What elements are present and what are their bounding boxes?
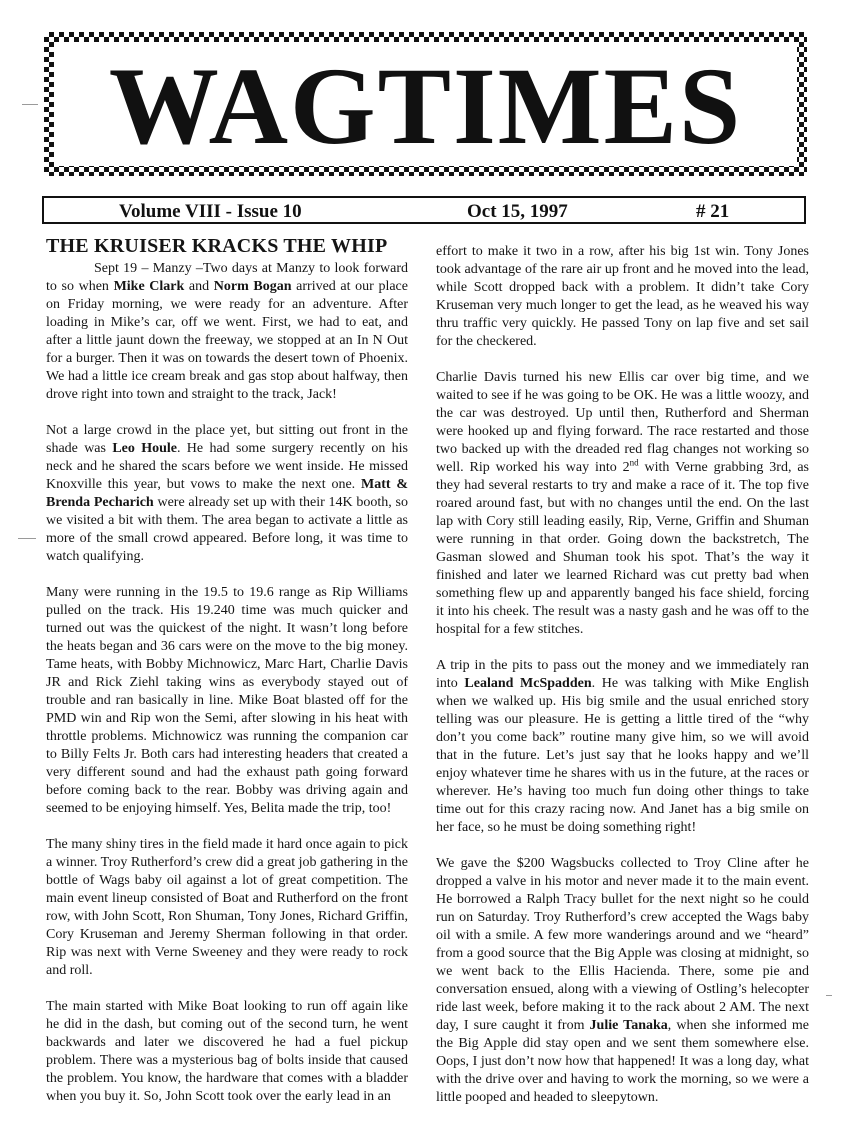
masthead [54,42,797,166]
scan-mark [22,104,38,105]
person-name: Matt & Brenda Pecharich [46,477,408,510]
person-name: Julie Tanaka [589,1018,668,1033]
article-paragraph-continued: The main started with Mike Boat looking to run off again like he did in the dash, but coming out of the second turn, he went backwards and later we discovered he had a fuel pickup problem. There was a mysterious bag of bolts inside that caused the problem. You know, the hardware that comes with a bladder when you buy it. So, John Scott took over the early lead in an [46,999,408,1104]
right-column [436,243,809,1125]
ordinal-suffix: nd [629,457,639,468]
article-headline: THE KRUISER KRACKS THE WHIP [46,235,388,257]
issue-bar [42,196,806,224]
issue-date: Oct 15, 1997 [467,201,568,222]
left-column [46,235,408,1124]
article-paragraph: Charlie Davis turned his new Ellis car over big time, and we waited to see if he was going to be OK. He was a little woozy, and the car was destroyed. Up until then, Rutherford and Sherman were hooked up and flying forward. The race restarted and those two backed up with the dreaded red flag changes not working so well. Rip worked his way into 2nd with Verne grabbing 3rd, as they had several restarts to try and make a race of it. The top five roared around fast, but with no changes until the end. On the last lap with Cory still leading easily, Rip, Verne, Griffin and Shuman were running in that order. Going down the backstretch, The Gasman slowed and Shuman took his spot. That’s the way it finished and later we learned Richard was cut pretty bad when something flew up and apparently banged his face shield, forcing it into his cheek. The result was a nasty gash and he was off to the hospital for a few stitches. [436,370,809,637]
article-paragraph: Many were running in the 19.5 to 19.6 range as Rip Williams pulled on the track. His 19.240 time was much quicker and turned out was the quickest of the night. It wasn’t long before the heats began and 36 cars were on the move to the big money. Tame heats, with Bobby Michnowicz, Marc Hart, Charlie Davis JR and Rick Ziehl taking wins as everybody stayed out of trouble and ran basically in line. Mike Boat blasted off for the PMD win and Rip won the Semi, after slowing in his heat with throttle problems. Michnowicz was running the companion car to Billy Felts Jr. Both cars had interesting headers that created a very different sound and had the exhaust path going forward before coming back to the rear. Bobby was driving again and seemed to be enjoying himself. Yes, Belita made the trip, too! [46,585,408,816]
article-paragraph-continuation: effort to make it two in a row, after his big 1st win. Tony Jones took advantage of the rare air up front and he moved into the lead, while Scott dropped back with a problem. It didn’t take Cory Kruseman very much longer to get the lead, as he weaved his way thru traffic very quickly. He passed Tony on lap five and set sail for the checkered. [436,244,809,349]
scan-mark [18,538,36,539]
issue-volume: Volume VIII - Issue 10 [119,201,302,222]
article-paragraph: A trip in the pits to pass out the money and we immediately ran into Lealand McSpadden. He was talking with Mike English when we walked up. His big smile and the usual enriched story telling was our pleasure. He is getting a little tired of the “why don’t you come back” routine many give him, so we will avoid that in the future. Let’s just say that he looks happy and we’ll enjoy whatever time he shares with us in the future, at the races or wherever. He’s having too much fun doing other things to take time out for this crazy racing now. And Janet has a big smile on her face, so he must be doing something right! [436,658,810,835]
scan-mark [826,995,832,996]
person-name: Norm Bogan [213,279,292,294]
masthead-title: WAGTIMES [108,45,743,167]
person-name: Mike Clark [113,279,185,294]
person-name: Leo Houle [112,441,177,456]
article-paragraph: We gave the $200 Wagsbucks collected to Troy Cline after he dropped a valve in his motor and never made it to the main event. He borrowed a Ralph Tracy bullet for the next night so he could run on Saturday. Troy Rutherford’s crew accepted the Wags baby oil with a smile. A few more wanderings around and we “heard” from a good source that the Big Apple was closing at midnight, so we went back to the Ellis Hacienda. There, some pie and conversation ensued, along with a viewing of Ostling’s helecopter ride last week, before making it to the rack about 2 AM. The next day, I sure caught it from Julie Tanaka, when she informed me the Big Apple did stay open and we sent them somewhere else. Oops, I just don’t now how that happened! It was a long day, what with the drive over and having to work the morning, so we were a little pooped and headed to sleepytown. [436,856,809,1105]
issue-number: # 21 [696,201,730,222]
person-name: Lealand McSpadden [464,676,592,691]
masthead-checkered-border [44,32,807,176]
article-paragraph: Sept 19 – Manzy –Two days at Manzy to look forward to so when Mike Clark and Norm Bogan arrived at our place on Friday morning, we were ready for an adventure. After loading in Mike’s car, off we went. First, we had to eat, and after a little jaunt down the freeway, we stopped at an In N Out for a burger. Then it was on towards the desert town of Phoenix. We had a little ice cream break and gas stop about halfway, then drove right into town and straight to the track, Jack! [46,261,408,402]
article-paragraph: The many shiny tires in the field made it hard once again to pick a winner. Troy Rutherford’s crew did a great job gathering in the bottle of Wags baby oil against a lot of great competition. The main event lineup consisted of Boat and Rutherford on the front row, with John Scott, Ron Shuman, Tony Jones, Richard Griffin, Cory Kruseman and Jeremy Sherman following in that order. Rip was next with Verne Sweeney and they were ready to rock and roll. [46,837,408,978]
article-paragraph: Not a large crowd in the place yet, but sitting out front in the shade was Leo Houle. He had some surgery recently on his neck and he shared the scars before we went inside. He missed Knoxville this year, but vows to make the next one. Matt & Brenda Pecharich were already set up with their 14K booth, so we visited a bit with them. The area began to activate a little as more of the small crowd appeared. Before long, it was time to watch qualifying. [46,423,408,564]
